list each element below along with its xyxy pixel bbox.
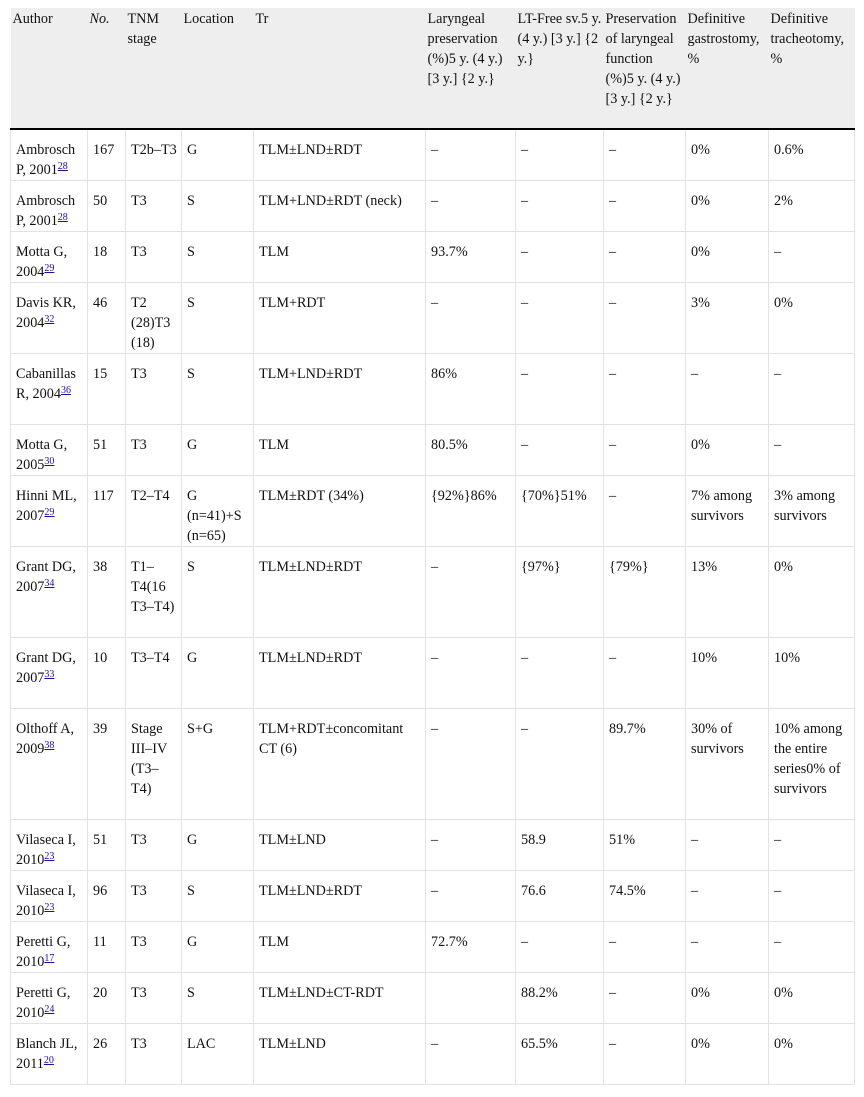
cell-tnm-stage: T3 — [126, 232, 182, 283]
cell-function-preservation: – — [604, 181, 686, 232]
cell-tnm-stage: T3 — [126, 181, 182, 232]
cell-lt-free-survival: 88.2% — [516, 973, 604, 1024]
table-row — [11, 922, 855, 973]
cell-tracheotomy: 10% among the entire series0% of survivors — [769, 709, 855, 820]
cell-tracheotomy: 3% among survivors — [769, 476, 855, 547]
cell-no: 51 — [88, 425, 126, 476]
author-name: Grant DG, 2007 — [16, 559, 76, 595]
table-row — [11, 547, 855, 638]
cell-no: 117 — [88, 476, 126, 547]
cell-tracheotomy: 0% — [769, 973, 855, 1024]
cell-treatment: TLM+LND±RDT — [254, 354, 426, 425]
reference-link[interactable]: 30 — [44, 456, 55, 467]
author-name: Davis KR, 2004 — [16, 295, 76, 331]
cell-no: 167 — [88, 129, 126, 181]
cell-tnm-stage: T3 — [126, 1024, 182, 1085]
reference-link[interactable]: 29 — [44, 507, 55, 518]
column-header-treatment: Tr — [254, 8, 426, 129]
table-row — [11, 709, 855, 820]
cell-function-preservation: – — [604, 283, 686, 354]
cell-treatment: TLM±LND — [254, 820, 426, 871]
table-row — [11, 425, 855, 476]
cell-location: G — [182, 129, 254, 181]
cell-no: 15 — [88, 354, 126, 425]
reference-link[interactable]: 23 — [44, 902, 55, 913]
cell-author — [11, 354, 88, 425]
cell-tnm-stage: T2b–T3 — [126, 129, 182, 181]
cell-location: G — [182, 820, 254, 871]
cell-laryngeal-preservation: – — [426, 1024, 516, 1085]
cell-laryngeal-preservation: – — [426, 709, 516, 820]
cell-location: G (n=41)+S (n=65) — [182, 476, 254, 547]
cell-lt-free-survival: – — [516, 232, 604, 283]
author-name: Motta G, 2004 — [16, 244, 68, 280]
cell-gastrostomy: 0% — [686, 129, 769, 181]
cell-lt-free-survival: – — [516, 638, 604, 709]
reference-link[interactable]: 32 — [44, 314, 55, 325]
cell-tracheotomy: 2% — [769, 181, 855, 232]
cell-tnm-stage: T3 — [126, 973, 182, 1024]
cell-lt-free-survival: – — [516, 181, 604, 232]
cell-function-preservation: – — [604, 922, 686, 973]
cell-treatment: TLM — [254, 232, 426, 283]
cell-treatment: TLM — [254, 922, 426, 973]
cell-laryngeal-preservation: {92%}86% — [426, 476, 516, 547]
cell-author — [11, 129, 88, 181]
reference-link[interactable]: 20 — [43, 1055, 54, 1066]
cell-location: G — [182, 922, 254, 973]
cell-location: S — [182, 232, 254, 283]
cell-lt-free-survival: {70%}51% — [516, 476, 604, 547]
cell-tnm-stage: T3 — [126, 871, 182, 922]
cell-gastrostomy: – — [686, 820, 769, 871]
cell-laryngeal-preservation — [426, 973, 516, 1024]
cell-no: 11 — [88, 922, 126, 973]
table-row — [11, 476, 855, 547]
table-body — [11, 129, 855, 1085]
cell-treatment: TLM — [254, 425, 426, 476]
cell-laryngeal-preservation: 86% — [426, 354, 516, 425]
cell-function-preservation: – — [604, 354, 686, 425]
cell-lt-free-survival: – — [516, 283, 604, 354]
reference-link[interactable]: 28 — [57, 161, 68, 172]
cell-location: G — [182, 638, 254, 709]
cell-author — [11, 425, 88, 476]
cell-no: 39 — [88, 709, 126, 820]
reference-link[interactable]: 17 — [44, 953, 55, 964]
cell-tracheotomy: 0.6% — [769, 129, 855, 181]
cell-tnm-stage: T3 — [126, 354, 182, 425]
author-name: Ambrosch P, 2001 — [16, 193, 76, 229]
cell-tracheotomy: – — [769, 425, 855, 476]
reference-link[interactable]: 29 — [44, 263, 55, 274]
cell-no: 26 — [88, 1024, 126, 1085]
column-header-author: Author — [11, 8, 88, 129]
cell-laryngeal-preservation: – — [426, 547, 516, 638]
cell-tnm-stage: T3 — [126, 425, 182, 476]
cell-tracheotomy: 0% — [769, 1024, 855, 1085]
cell-laryngeal-preservation: – — [426, 871, 516, 922]
reference-link[interactable]: 36 — [60, 385, 71, 396]
author-name: Blanch JL, 2011 — [16, 1036, 78, 1072]
cell-function-preservation: – — [604, 973, 686, 1024]
column-header-no: No. — [88, 8, 126, 129]
header-row — [11, 8, 855, 129]
author-name: Motta G, 2005 — [16, 437, 68, 473]
cell-tracheotomy: – — [769, 354, 855, 425]
cell-author — [11, 1024, 88, 1085]
cell-treatment: TLM±LND — [254, 1024, 426, 1085]
column-header-tnm-stage: TNM stage — [126, 8, 182, 129]
cell-location: LAC — [182, 1024, 254, 1085]
cell-treatment: TLM±LND±RDT — [254, 638, 426, 709]
cell-no: 10 — [88, 638, 126, 709]
author-name: Vilaseca I, 2010 — [16, 832, 76, 868]
cell-treatment: TLM+RDT — [254, 283, 426, 354]
cell-author — [11, 871, 88, 922]
cell-tnm-stage: T2–T4 — [126, 476, 182, 547]
table-row — [11, 283, 855, 354]
author-name: Grant DG, 2007 — [16, 650, 76, 686]
cell-author — [11, 476, 88, 547]
cell-laryngeal-preservation: – — [426, 638, 516, 709]
column-header-tracheotomy: Definitive tracheotomy, % — [769, 8, 855, 129]
cell-tracheotomy: 10% — [769, 638, 855, 709]
cell-lt-free-survival: {97%} — [516, 547, 604, 638]
cell-gastrostomy: 13% — [686, 547, 769, 638]
cell-tnm-stage: T3 — [126, 820, 182, 871]
cell-function-preservation: – — [604, 232, 686, 283]
column-header-gastrostomy: Definitive gastrostomy, % — [686, 8, 769, 129]
cell-location: S — [182, 181, 254, 232]
cell-laryngeal-preservation: – — [426, 181, 516, 232]
column-header-location: Location — [182, 8, 254, 129]
cell-treatment: TLM±LND±RDT — [254, 871, 426, 922]
cell-location: S+G — [182, 709, 254, 820]
table-row — [11, 181, 855, 232]
cell-treatment: TLM±LND±RDT — [254, 129, 426, 181]
cell-lt-free-survival: – — [516, 129, 604, 181]
cell-tnm-stage: T3 — [126, 922, 182, 973]
author-name: Olthoff A, 2009 — [16, 721, 75, 757]
table-row — [11, 638, 855, 709]
cell-function-preservation: – — [604, 1024, 686, 1085]
table-row — [11, 232, 855, 283]
cell-no: 18 — [88, 232, 126, 283]
cell-gastrostomy: 0% — [686, 181, 769, 232]
author-name: Ambrosch P, 2001 — [16, 142, 76, 178]
cell-lt-free-survival: 65.5% — [516, 1024, 604, 1085]
cell-gastrostomy: 7% among survivors — [686, 476, 769, 547]
cell-lt-free-survival: – — [516, 425, 604, 476]
cell-location: G — [182, 425, 254, 476]
reference-link[interactable]: 34 — [44, 578, 55, 589]
cell-treatment: TLM±LND±CT-RDT — [254, 973, 426, 1024]
results-table — [10, 8, 855, 1085]
author-name: Cabanillas R, 2004 — [16, 366, 76, 402]
cell-no: 96 — [88, 871, 126, 922]
cell-lt-free-survival: 76.6 — [516, 871, 604, 922]
cell-author — [11, 922, 88, 973]
cell-gastrostomy: – — [686, 922, 769, 973]
cell-gastrostomy: 30% of survivors — [686, 709, 769, 820]
author-name: Hinni ML, 2007 — [16, 488, 77, 524]
cell-lt-free-survival: 58.9 — [516, 820, 604, 871]
cell-tnm-stage: T3–T4 — [126, 638, 182, 709]
cell-tracheotomy: – — [769, 232, 855, 283]
cell-no: 51 — [88, 820, 126, 871]
table-row — [11, 973, 855, 1024]
cell-laryngeal-preservation: – — [426, 820, 516, 871]
cell-treatment: TLM+LND±RDT (neck) — [254, 181, 426, 232]
table-row — [11, 129, 855, 181]
author-name: Peretti G, 2010 — [16, 985, 71, 1021]
cell-function-preservation: – — [604, 129, 686, 181]
cell-function-preservation: 51% — [604, 820, 686, 871]
cell-no: 50 — [88, 181, 126, 232]
cell-laryngeal-preservation: 72.7% — [426, 922, 516, 973]
reference-link[interactable]: 38 — [44, 740, 55, 751]
column-header-laryngeal-preservation: Laryngeal preservation (%)5 y. (4 y.) [3 y.] {2 y.} — [426, 8, 516, 129]
column-header-lt-free-survival: LT-Free sv.5 y. (4 y.) [3 y.] {2 y.} — [516, 8, 604, 129]
cell-treatment: TLM+RDT±concomitant CT (6) — [254, 709, 426, 820]
cell-function-preservation: – — [604, 638, 686, 709]
cell-author — [11, 283, 88, 354]
table-row — [11, 820, 855, 871]
cell-tnm-stage: T2 (28)T3 (18) — [126, 283, 182, 354]
cell-lt-free-survival: – — [516, 354, 604, 425]
cell-treatment: TLM±LND±RDT — [254, 547, 426, 638]
cell-no: 46 — [88, 283, 126, 354]
cell-gastrostomy: 0% — [686, 425, 769, 476]
cell-treatment: TLM±RDT (34%) — [254, 476, 426, 547]
cell-location: S — [182, 354, 254, 425]
reference-link[interactable]: 28 — [57, 212, 68, 223]
cell-tracheotomy: – — [769, 922, 855, 973]
table-row — [11, 871, 855, 922]
cell-author — [11, 181, 88, 232]
cell-function-preservation: 89.7% — [604, 709, 686, 820]
cell-laryngeal-preservation: – — [426, 129, 516, 181]
cell-gastrostomy: – — [686, 871, 769, 922]
reference-link[interactable]: 33 — [44, 669, 55, 680]
cell-laryngeal-preservation: – — [426, 283, 516, 354]
cell-laryngeal-preservation: 93.7% — [426, 232, 516, 283]
cell-author — [11, 709, 88, 820]
cell-function-preservation: – — [604, 476, 686, 547]
reference-link[interactable]: 24 — [44, 1004, 55, 1015]
cell-gastrostomy: 0% — [686, 973, 769, 1024]
cell-author — [11, 973, 88, 1024]
cell-laryngeal-preservation: 80.5% — [426, 425, 516, 476]
cell-lt-free-survival: – — [516, 709, 604, 820]
table-row — [11, 1024, 855, 1085]
cell-tracheotomy: 0% — [769, 283, 855, 354]
cell-author — [11, 232, 88, 283]
cell-gastrostomy: 3% — [686, 283, 769, 354]
cell-location: S — [182, 283, 254, 354]
cell-function-preservation: {79%} — [604, 547, 686, 638]
cell-gastrostomy: 10% — [686, 638, 769, 709]
cell-author — [11, 638, 88, 709]
column-header-function-preservation: Preservation of laryngeal function (%)5 y. (4 y.) [3 y.] {2 y.} — [604, 8, 686, 129]
author-name: Vilaseca I, 2010 — [16, 883, 76, 919]
cell-author — [11, 820, 88, 871]
cell-gastrostomy: 0% — [686, 232, 769, 283]
cell-tnm-stage: T1–T4(16 T3–T4) — [126, 547, 182, 638]
table-row — [11, 354, 855, 425]
cell-tracheotomy: – — [769, 820, 855, 871]
cell-author — [11, 547, 88, 638]
cell-tracheotomy: 0% — [769, 547, 855, 638]
cell-gastrostomy: 0% — [686, 1024, 769, 1085]
cell-location: S — [182, 871, 254, 922]
cell-lt-free-survival: – — [516, 922, 604, 973]
cell-location: S — [182, 547, 254, 638]
cell-no: 38 — [88, 547, 126, 638]
cell-gastrostomy: – — [686, 354, 769, 425]
cell-tracheotomy: – — [769, 871, 855, 922]
cell-tnm-stage: Stage III–IV (T3–T4) — [126, 709, 182, 820]
cell-function-preservation: 74.5% — [604, 871, 686, 922]
author-name: Peretti G, 2010 — [16, 934, 71, 970]
cell-function-preservation: – — [604, 425, 686, 476]
cell-no: 20 — [88, 973, 126, 1024]
reference-link[interactable]: 23 — [44, 851, 55, 862]
cell-location: S — [182, 973, 254, 1024]
